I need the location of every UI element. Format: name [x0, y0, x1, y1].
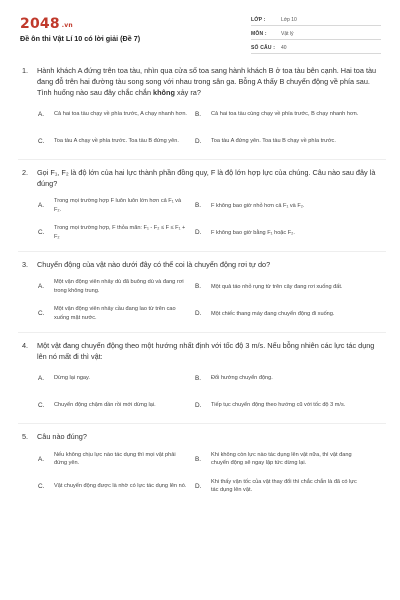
option-letter: C. — [38, 401, 45, 409]
question-text-tail: xảy ra? — [174, 87, 201, 97]
option-letter: B. — [195, 374, 202, 382]
option-text: Dừng lại ngay. — [54, 375, 90, 382]
option-letter: A. — [38, 110, 45, 118]
question-number: 4. — [22, 340, 29, 350]
question-divider — [18, 251, 386, 252]
question-divider — [18, 423, 386, 424]
meta-value: Lớp 10 — [281, 16, 297, 23]
meta-value: 40 — [281, 44, 287, 51]
document-meta — [251, 14, 381, 54]
option-text: Một chiếc thang máy đang chuyển động đi xuống. — [211, 310, 335, 317]
question-divider — [18, 159, 386, 160]
option-text: F không bao giờ nhỏ hơn cả F₁ và F₂. — [211, 202, 305, 209]
answer-options — [22, 277, 382, 324]
option-letter: B. — [195, 110, 202, 118]
option-b[interactable] — [195, 368, 368, 388]
option-letter: D. — [195, 310, 202, 318]
meta-row-subject — [251, 28, 381, 40]
question-4 — [22, 341, 382, 416]
option-d[interactable] — [195, 131, 368, 151]
option-letter: D. — [195, 137, 202, 145]
question-list — [0, 66, 400, 502]
option-text: Tiếp tục chuyển động theo hướng cũ với tốc độ 3 m/s. — [211, 402, 346, 409]
option-letter: C. — [38, 229, 45, 237]
option-letter: A. — [38, 202, 45, 210]
option-text: Toa tàu A chạy về phía trước. Toa tàu B đứng yên. — [54, 138, 179, 145]
question-3 — [22, 260, 382, 324]
option-text: Nếu không chịu lực nào tác dụng thì mọi vật phải đứng yên. — [54, 451, 176, 467]
question-1 — [22, 66, 382, 151]
meta-key: LỚP : — [251, 16, 266, 23]
option-letter: D. — [195, 229, 202, 237]
option-c[interactable] — [22, 395, 195, 415]
option-text: Cả hai toa tàu cùng chạy về phía trước, B chạy nhanh hơn. — [211, 111, 359, 118]
option-c[interactable] — [22, 131, 195, 151]
option-letter: B. — [195, 455, 202, 463]
option-letter: A. — [38, 374, 45, 382]
logo-text: 2048 — [20, 16, 60, 32]
option-text: Cả hai toa tàu chạy về phía trước, A chạy nhanh hơn. — [54, 111, 187, 118]
meta-key: SỐ CÂU : — [251, 44, 276, 51]
meta-value: Vật lý — [281, 30, 294, 37]
option-b[interactable] — [195, 449, 368, 469]
question-text: Câu nào đúng? — [37, 432, 87, 442]
question-text: Một vật đang chuyển động theo một hướng nhất định với tốc độ 3 m/s. Nếu bỗng nhiên các lực tác dụng lên nó mất đi thì vật: — [37, 340, 375, 361]
option-text: Trong mọi trường hợp, F thỏa mãn: F₁ - F₂ ≤ F ≤ F₁ + F₂ — [54, 225, 186, 240]
question-number: 5. — [22, 432, 29, 442]
option-text: F không bao giờ bằng F₁ hoặc F₂. — [211, 229, 295, 236]
option-letter: A. — [38, 283, 45, 291]
option-text: Chuyển động chậm dần rồi mới dừng lại. — [54, 402, 156, 409]
question-divider — [18, 332, 386, 333]
option-b[interactable] — [195, 277, 368, 297]
option-text: Một vận động viên nhảy cầu đang lao từ trên cao xuống mặt nước. — [54, 306, 176, 321]
option-text: Một vận động viên nhảy dù đã buông dù và đang rơi trong không trung. — [54, 279, 184, 294]
question-number: 1. — [22, 66, 29, 75]
document-title: Đề ôn thi Vật Lí 10 có lời giải (Đề 7) — [20, 34, 141, 43]
option-d[interactable] — [195, 476, 368, 496]
option-d[interactable] — [195, 223, 368, 243]
option-letter: C. — [38, 137, 45, 145]
logo-tld: .vn — [61, 22, 73, 29]
option-text: Một quả táo nhỏ rụng từ trên cây đang rơi xuống đất. — [211, 283, 343, 290]
question-2 — [22, 168, 382, 243]
question-text-bold: không — [153, 87, 175, 97]
option-b[interactable] — [195, 104, 368, 124]
answer-options — [22, 196, 382, 243]
answer-options — [22, 368, 382, 415]
question-text: Gọi F₁, F₂ là độ lớn của hai lực thành phần đồng quy, F là độ lớn hợp lực của chúng. Câu nào sau đây là đúng? — [37, 168, 376, 189]
option-a[interactable] — [22, 277, 195, 297]
option-text: Vật chuyển động được là nhờ có lực tác dụng lên nó. — [54, 482, 187, 489]
answer-options — [22, 104, 382, 151]
option-b[interactable] — [195, 196, 368, 216]
question-text-main: Hành khách A đứng trên toa tàu, nhìn qua cửa số toa sang hành khách B ở toa tàu bên cạnh. Hai toa tàu đang đỗ trên hai đường tàu song song với nhau trong sân ga. Bỗng A thấy B chuyển động về phía sau. Tình huống nào sau đây chắc chắn — [37, 66, 377, 97]
option-c[interactable] — [22, 304, 195, 324]
meta-row-count — [251, 42, 381, 54]
option-text: Trong mọi trường hợp F luôn luôn lớn hơn cả F₁ và F₂. — [54, 198, 182, 213]
option-letter: C. — [38, 310, 45, 318]
option-a[interactable] — [22, 368, 195, 388]
meta-row-class — [251, 14, 381, 26]
question-5 — [22, 432, 382, 496]
answer-options — [22, 449, 382, 496]
option-letter: A. — [38, 455, 45, 463]
page-header — [0, 0, 400, 62]
option-d[interactable] — [195, 395, 368, 415]
question-number: 3. — [22, 259, 29, 269]
option-letter: C. — [38, 482, 45, 490]
option-text: Khi không còn lực nào tác dụng lên vật nữa, thì vật đang chuyển động sẽ ngay lập tức dừng lại. — [211, 451, 352, 467]
option-letter: B. — [195, 202, 202, 210]
question-text — [37, 66, 382, 98]
option-text: Khi thấy vận tốc của vật thay đổi thì chắc chắn là đã có lực tác dụng lên vật. — [211, 478, 357, 494]
option-letter: D. — [195, 482, 202, 490]
question-number: 2. — [22, 168, 29, 178]
option-a[interactable] — [22, 196, 195, 216]
option-d[interactable] — [195, 304, 368, 324]
option-c[interactable] — [22, 476, 195, 496]
question-text: Chuyển động của vật nào dưới đây có thể coi là chuyển động rơi tự do? — [37, 259, 271, 269]
option-letter: B. — [195, 283, 202, 291]
meta-key: MÔN : — [251, 30, 267, 37]
option-letter: D. — [195, 401, 202, 409]
option-a[interactable] — [22, 449, 195, 469]
option-text: Toa tàu A đứng yên. Toa tàu B chạy về phía trước. — [211, 138, 336, 145]
option-text: Đổi hướng chuyển động. — [211, 375, 273, 382]
option-a[interactable] — [22, 104, 195, 124]
option-c[interactable] — [22, 223, 195, 243]
